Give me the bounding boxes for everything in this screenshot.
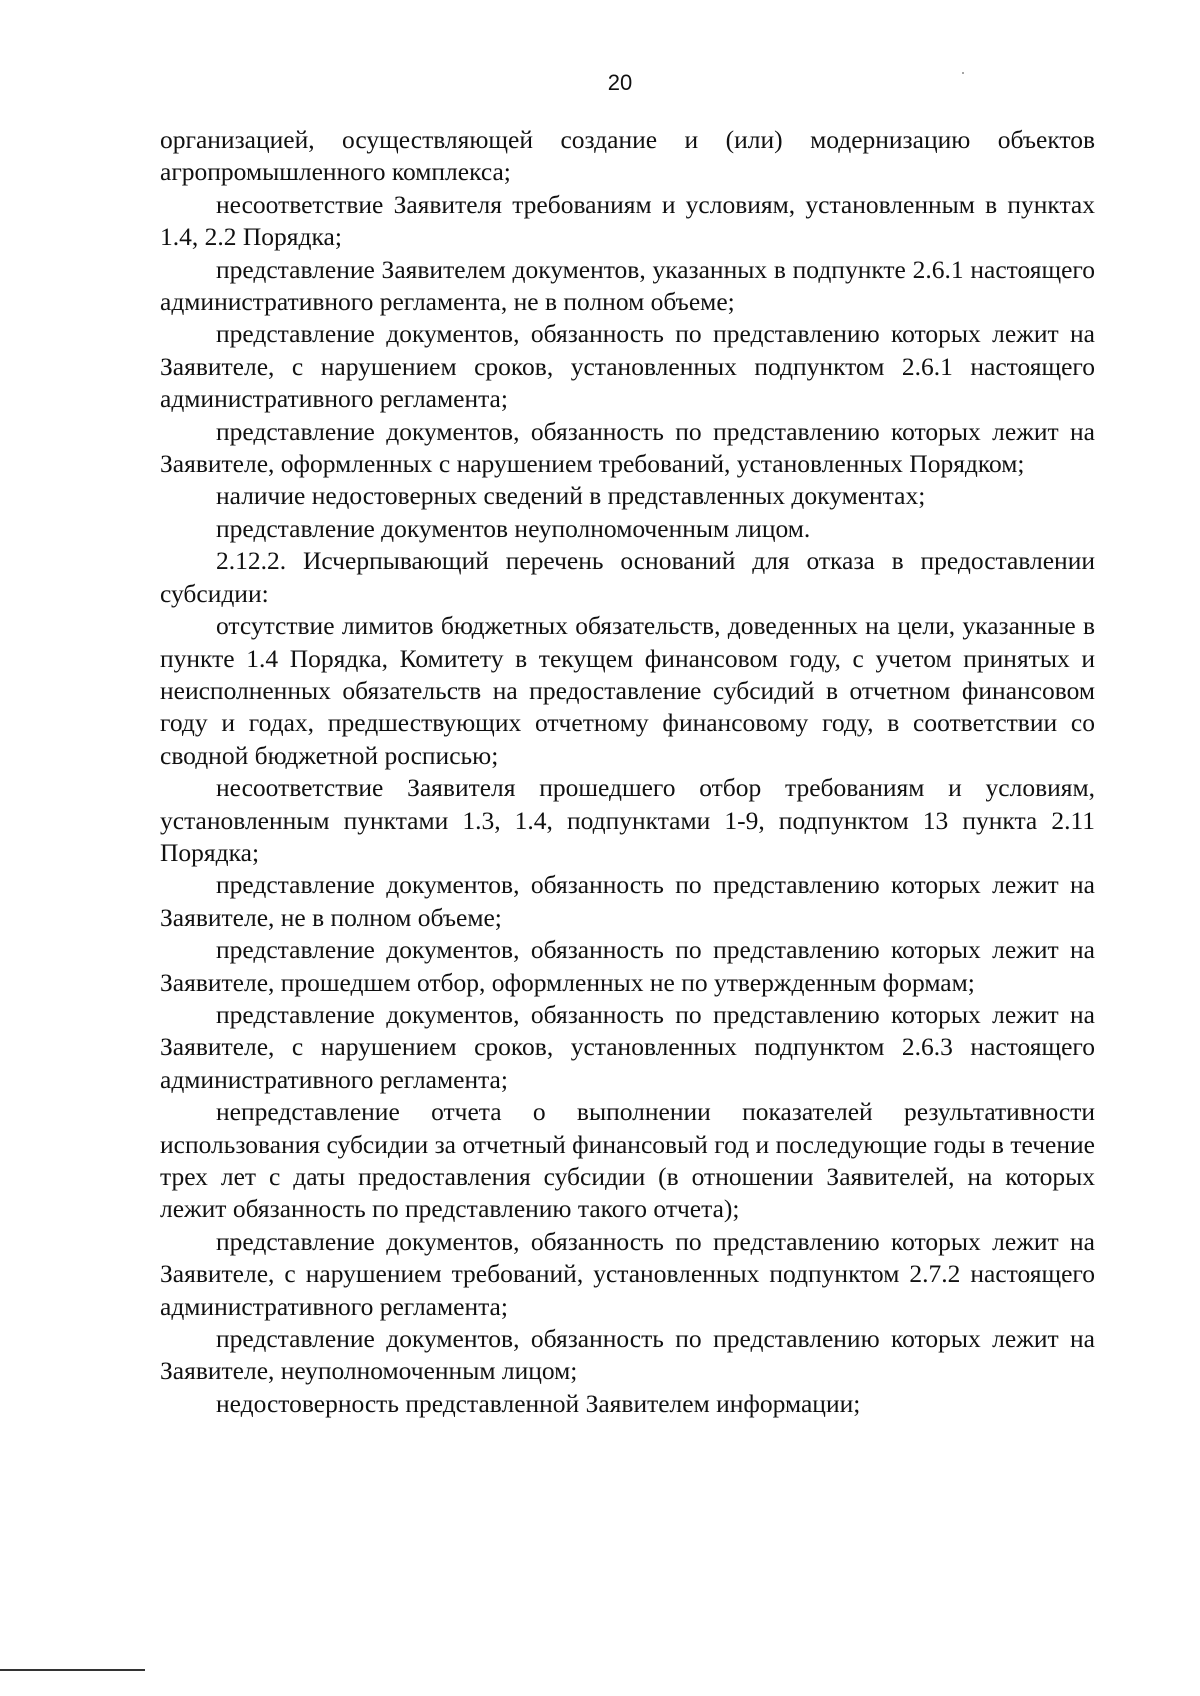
scan-edge-mark	[0, 1669, 145, 1671]
document-body	[160, 124, 1095, 1420]
paragraph: представление документов, обязанность по представлению которых лежит на Заявителе, оформленных с нарушением требований, установленных Порядком;	[160, 416, 1095, 479]
paragraph: представление документов, обязанность по представлению которых лежит на Заявителе, неуполномоченным лицом;	[160, 1324, 1095, 1386]
paragraph: несоответствие Заявителя прошедшего отбор требованиям и условиям, установленным пунктами 1.3, 1.4, подпунктами 1-9, подпунктом 13 пункта 2.11 Порядка;	[160, 773, 1095, 867]
paragraph: несоответствие Заявителя требованиям и условиям, установленным в пунктах 1.4, 2.2 Порядка;	[160, 189, 1095, 252]
paragraph: представление документов, обязанность по представлению которых лежит на Заявителе, прошедшем отбор, оформленных не по утвержденным формам;	[160, 935, 1095, 997]
paragraph: представление документов, обязанность по представлению которых лежит на Заявителе, с нарушением требований, установленных подпунктом 2.7.2 настоящего административного регламента;	[160, 1226, 1095, 1321]
paragraph-continuation: организацией, осуществляющей создание и (или) модернизацию объектов агропромышленного комплекса;	[160, 125, 1095, 187]
page-number: 20	[607, 70, 633, 95]
paragraph: отсутствие лимитов бюджетных обязательств, доведенных на цели, указанные в пункте 1.4 Порядка, Комитету в текущем финансовом году, с учетом принятых и неисполненных обязательств на предоставление субсидий в отчетном финансовом году и годах, предшествующих отчетному финансовому году, в соответствии со сводной бюджетной росписью;	[160, 611, 1095, 770]
paragraph: представление документов, обязанность по представлению которых лежит на Заявителе, с нарушением сроков, установленных подпунктом 2.6.3 настоящего административного регламента;	[160, 999, 1095, 1094]
paragraph: представление документов, обязанность по представлению которых лежит на Заявителе, с нарушением сроков, установленных подпунктом 2.6.1 настоящего административного регламента;	[160, 319, 1095, 414]
paragraph: непредставление отчета о выполнении показателей результативности использования субсидии за отчетный финансовый год и последующие годы в течение трех лет с даты предоставления субсидии (в отношении Заявителей, на которых лежит обязанность по представлению такого отчета);	[160, 1097, 1095, 1224]
paragraph: представление документов неуполномоченным лицом.	[216, 513, 811, 543]
paragraph: недостоверность представленной Заявителем информации;	[216, 1388, 861, 1418]
paragraph: представление Заявителем документов, указанных в подпункте 2.6.1 настоящего административного регламента, не в полном объеме;	[160, 254, 1095, 317]
paragraph: представление документов, обязанность по представлению которых лежит на Заявителе, не в полном объеме;	[160, 870, 1095, 932]
section-heading-2-12-2: 2.12.2. Исчерпывающий перечень оснований для отказа в предоставлении субсидии:	[160, 546, 1095, 608]
paragraph: наличие недостоверных сведений в представленных документах;	[216, 481, 926, 511]
